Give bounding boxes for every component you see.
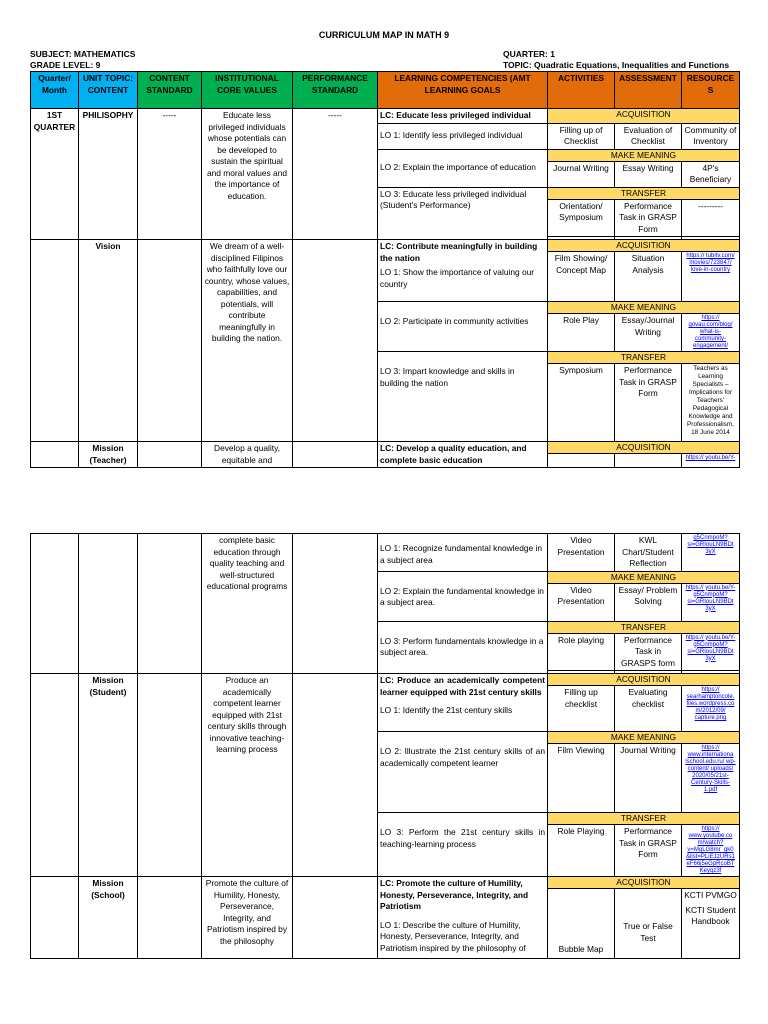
- activity-cell: Video Presentation: [548, 583, 615, 621]
- assessment-cell: Evaluation of Checklist: [615, 123, 682, 149]
- lc-cell: LC: Develop a quality education, and complete basic education: [378, 442, 548, 468]
- assessment-cell: Essay/ Problem Solving: [615, 583, 682, 621]
- assessment-cell: Essay Writing: [615, 161, 682, 187]
- assessment-cell: Evaluating checklist: [615, 686, 682, 732]
- assessment-cell: Situation Analysis: [615, 252, 682, 302]
- col-learning-competencies: LEARNING COMPETENCIES (AMT LEARNING GOALS: [378, 72, 548, 109]
- assessment-cell: Performance Task in GRASP Form: [615, 364, 682, 442]
- phase-transfer: TRANSFER: [548, 621, 740, 633]
- col-core-values: INSTITUTIONAL CORE VALUES: [202, 72, 293, 109]
- resource-cell: Community of Inventory: [682, 123, 740, 149]
- resource-cell: ---------: [682, 199, 740, 237]
- unit-topic-cell: Mission (School): [79, 877, 138, 959]
- resource-link[interactable]: https:// searhamptoncole. files.wordpress.co m/2012/09/ capture.png: [682, 686, 740, 732]
- resource-cell: [682, 889, 740, 959]
- core-values-cell: Develop a quality, equitable and: [202, 442, 293, 468]
- lo-cell: LO 1: Recognize fundamental knowledge in a subject area: [378, 534, 548, 572]
- lo-cell: LO 3: Educate less privileged individual (Student's Performance): [378, 187, 548, 240]
- activity-cell: Video Presentation: [548, 534, 615, 572]
- phase-acquisition: ACQUISITION: [548, 240, 740, 252]
- lo-text: LO 1: Identify the 21st century skills: [380, 705, 513, 715]
- phase-make-meaning: MAKE MEANING: [548, 732, 740, 744]
- resource-link[interactable]: https:// www.youtube.co m/watch? v=MgLG8mr_gk0 &list=PLiE1zURs1 eF66j5eGpRcoBT Keyqz3f: [682, 825, 740, 877]
- table-row: [31, 109, 740, 124]
- activity-cell: Orientation/ Symposium: [548, 199, 615, 237]
- col-content-standard: CONTENT STANDARD: [138, 72, 202, 109]
- unit-topic-cell: Mission (Student): [79, 674, 138, 877]
- lo-text: LO 1: Describe the culture of Humility, Honesty, Perseverance, Integrity, and Patriotism inspired by the philosophy of: [380, 919, 526, 953]
- lo-cell: LO 3: Perform the 21st century skills in teaching-learning process: [378, 813, 548, 877]
- activity-cell: Film Viewing: [548, 744, 615, 813]
- assessment-cell: Essay/Journal Writing: [615, 314, 682, 352]
- assessment-cell: Performance Task in GRASP Form: [615, 825, 682, 877]
- phase-make-meaning: MAKE MEANING: [548, 149, 740, 161]
- content-standard-cell: -----: [138, 109, 202, 240]
- core-values-cell: We dream of a well-disciplined Filipinos who faithfully love our country, whose values, capabilities, and potentials, will contribute meaningfully in building the nation.: [202, 240, 293, 442]
- resource-cell: 4P's Beneficiary: [682, 161, 740, 187]
- phase-acquisition: ACQUISITION: [548, 877, 740, 889]
- resource-link[interactable]: https:// govau.com/blog/ what-is- community- engagement/: [682, 314, 740, 352]
- phase-acquisition: ACQUISITION: [548, 442, 740, 454]
- unit-topic-cell: Mission (Teacher): [79, 442, 138, 468]
- resource-link[interactable]: g5CnmpoM? si=GRIouLN9BDt 3yX: [682, 534, 740, 572]
- activity-cell: Journal Writing: [548, 161, 615, 187]
- col-performance-standard: PERFORMANCE STANDARD: [293, 72, 378, 109]
- lo-cell: LO 3: Perform fundamentals knowledge in a subject area.: [378, 621, 548, 674]
- phase-transfer: TRANSFER: [548, 352, 740, 364]
- quarter-cell: 1ST QUARTER: [31, 109, 79, 240]
- assessment-cell: KWL Chart/Student Reflection: [615, 534, 682, 572]
- table-row: [31, 442, 740, 454]
- lc-lo-cell: [378, 877, 548, 959]
- assessment-cell: True or False Test: [615, 889, 682, 959]
- grade-level-label: GRADE LEVEL: 9: [30, 60, 101, 70]
- resource-link[interactable]: https:// youtu.be/Y- g5CnmpoM? si=GRIouLN9BDt 3yX: [682, 583, 740, 621]
- core-values-cell: complete basic education through quality teaching and well-structured educational programs: [202, 534, 293, 674]
- activity-cell: Role Playing: [548, 825, 615, 877]
- col-assessment: ASSESSMENT: [615, 72, 682, 109]
- lc-text: LC: Produce an academically competent learner equipped with 21st century skills: [380, 675, 545, 697]
- performance-standard-cell: -----: [293, 109, 378, 240]
- lc-text: LC: Contribute meaningfully in building the nation: [380, 241, 538, 263]
- assessment-cell: Journal Writing: [615, 744, 682, 813]
- unit-topic-cell: PHILISOPHY: [79, 109, 138, 240]
- lc-cell: LC: Educate less privileged individual: [378, 109, 548, 124]
- col-quarter: Quarter/ Month: [31, 72, 79, 109]
- activity-cell: Symposium: [548, 364, 615, 442]
- table-row: [31, 877, 740, 889]
- curriculum-map-table-page1: [30, 71, 740, 468]
- table-row: [31, 534, 740, 572]
- curriculum-map-table-page2: [30, 533, 740, 959]
- core-values-cell: Produce an academically competent learner equipped with 21st century skills through innovative teaching-learning process: [202, 674, 293, 877]
- document-title: CURRICULUM MAP IN MATH 9: [318, 30, 450, 40]
- resource-cell: Teachers as Learning Specialists – Implications for Teachers' Pedagogical Knowledge and Professionalism, 18 June 2014: [682, 364, 740, 442]
- resource-link[interactable]: https:// youtu.be/Y-: [682, 454, 740, 468]
- phase-make-meaning: MAKE MEANING: [548, 571, 740, 583]
- resource-link[interactable]: https:// youtu.be/Y- g5CnmpoM? si=GRIouLN9BDt 3yX: [682, 633, 740, 671]
- lo-cell: LO 3: Impart knowledge and skills in building the nation: [378, 352, 548, 442]
- lo-cell: LO 2: Explain the fundamental knowledge in a subject area.: [378, 571, 548, 621]
- lo-cell: LO 2: Participate in community activities: [378, 302, 548, 352]
- phase-acquisition: ACQUISITION: [548, 674, 740, 686]
- activity-cell: Filling up of Checklist: [548, 123, 615, 149]
- activity-cell: Bubble Map: [548, 889, 615, 959]
- topic-label: TOPIC: Quadratic Equations, Inequalities and Functions: [503, 60, 730, 70]
- activity-cell: Filling up checklist: [548, 686, 615, 732]
- col-activities: ACTIVITIES: [548, 72, 615, 109]
- col-unit-topic: UNIT TOPIC: CONTENT: [79, 72, 138, 109]
- activity-cell: Role Play: [548, 314, 615, 352]
- assessment-cell: Performance Task in GRASPS form: [615, 633, 682, 671]
- header-row: [31, 72, 740, 109]
- lc-lo-cell: [378, 240, 548, 302]
- lc-lo-cell: [378, 674, 548, 732]
- lo-text: LO 1: Show the importance of valuing our country: [380, 267, 535, 289]
- lc-text: LC: Promote the culture of Humility, Honesty, Perseverance, Integrity, and Patriotism: [380, 878, 529, 911]
- phase-make-meaning: MAKE MEANING: [548, 302, 740, 314]
- phase-transfer: TRANSFER: [548, 187, 740, 199]
- table-row: [31, 240, 740, 252]
- resource-pvmgo: KCTI PVMGO: [684, 890, 737, 900]
- phase-acquisition: ACQUISITION: [548, 109, 740, 124]
- resource-link[interactable]: https:// tubitv.com/ movies/723847/ love-in-country: [682, 252, 740, 302]
- quarter-label: QUARTER: 1: [503, 49, 555, 59]
- resource-link[interactable]: https:// www.internationa lschool.edu.ru/ wp-content/ uploads/ 2020/05/21st- Century-Skills- 1.pdf: [682, 744, 740, 813]
- col-resources: RESOURCES: [682, 72, 740, 109]
- subject-label: SUBJECT: MATHEMATICS: [30, 49, 136, 59]
- phase-transfer: TRANSFER: [548, 813, 740, 825]
- activity-cell: Role playing: [548, 633, 615, 671]
- activity-cell: Film Showing/ Concept Map: [548, 252, 615, 302]
- lo-cell: LO 2: Explain the importance of education: [378, 149, 548, 187]
- assessment-cell: Performance Task in GRASP Form: [615, 199, 682, 237]
- table-row: [31, 674, 740, 686]
- resource-handbook: KCTI Student Handbook: [685, 904, 736, 926]
- unit-topic-cell: Vision: [79, 240, 138, 442]
- core-values-cell: Educate less privileged individuals whose potentials can be developed to sustain the spiritual and moral values and the importance of education.: [202, 109, 293, 240]
- lo-cell: LO 1: Identify less privileged individual: [378, 123, 548, 149]
- lo-cell: LO 2: Illustrate the 21st century skills of an academically competent learner: [378, 732, 548, 813]
- core-values-cell: Promote the culture of Humility, Honesty, Perseverance, Integrity, and Patriotism inspired by the philosophy: [202, 877, 293, 959]
